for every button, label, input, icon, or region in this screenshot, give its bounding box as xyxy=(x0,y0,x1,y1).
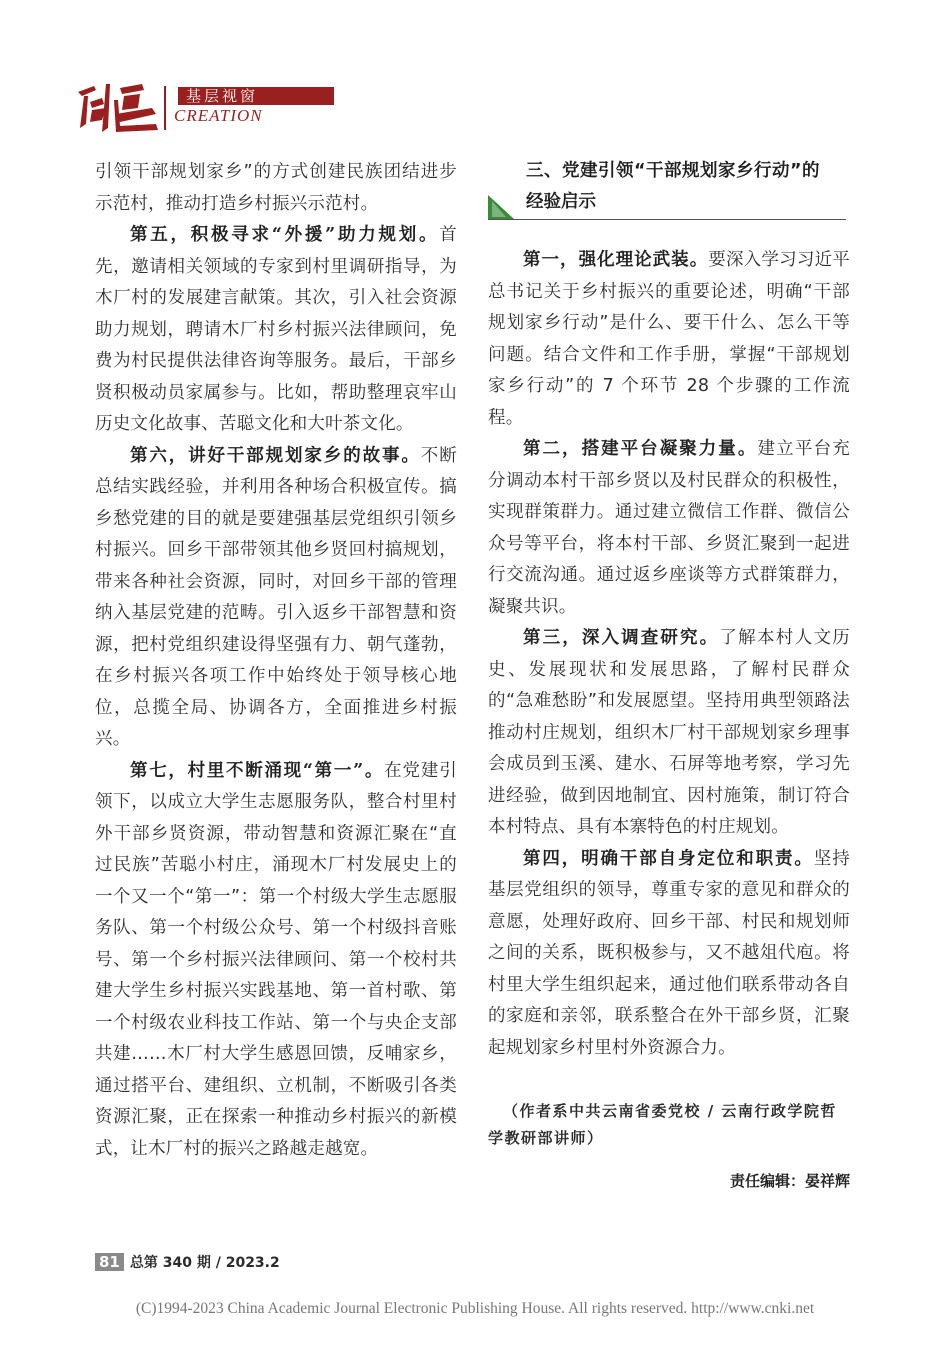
page-footer xyxy=(95,1252,280,1272)
left-column xyxy=(95,157,457,1165)
page-number: 81 xyxy=(95,1253,124,1271)
paragraph xyxy=(488,434,850,623)
paragraph xyxy=(488,623,850,844)
paragraph-lead: 第七，村里不断涌现“第一”。 xyxy=(130,760,385,781)
paragraph-lead: 第五，积极寻求“外援”助力规划。 xyxy=(130,225,440,245)
paragraph-lead: 第三，深入调查研究。 xyxy=(523,628,720,648)
paragraph-lead: 第二，搭建平台凝聚力量。 xyxy=(523,439,758,459)
paragraph-text: 建立平台充分调动本村干部乡贤以及村民群众的积极性，实现群策群力。通过建立微信工作群、微信公众号等平台，将本村干部、乡贤汇聚到一起进行交流沟通。通过返乡座谈等方式群策群力，凝聚共识。 xyxy=(488,439,850,617)
creation-calligraphy-logo xyxy=(72,78,162,134)
section-rule xyxy=(488,219,846,220)
paragraph-text: 要深入学习习近平总书记关于乡村振兴的重要论述，明确“干部规划家乡行动”是什么、要干什么、怎么干等问题。结合文件和工作手册，掌握“干部规划家乡行动”的 7 个环节 28 个步骤的工作流程。 xyxy=(488,250,850,428)
paragraph-lead: 第六，讲好干部规划家乡的故事。 xyxy=(130,445,421,466)
paragraph xyxy=(95,441,457,756)
paragraph xyxy=(95,220,457,441)
responsible-editor: 责任编辑：晏祥辉 xyxy=(729,1172,850,1190)
section-label xyxy=(164,84,342,130)
paragraph xyxy=(95,756,457,1166)
section-title-line1: 三、党建引领“干部规划家乡行动”的 xyxy=(526,161,821,181)
section-name-cn: 基层视窗 xyxy=(178,87,334,105)
paragraph-text: 在党建引领下，以成立大学生志愿服务队，整合村里村外干部乡贤资源，带动智慧和资源汇聚在“直过民族”苦聪小村庄，涌现木厂村发展史上的一个又一个“第一”：第一个村级大学生志愿服务队、第一个村级公众号、第一个村级抖音账号、第一个乡村振兴法律顾问、第一个校村共建大学生乡村振兴实践基地、第一首村歌、第一个村级农业科技工作站、第一个与央企支部共建……木厂村大学生感恩回馈，反哺家乡，通过搭平台、建组织、立机制，不断吸引各类资源汇聚，正在探索一种推动乡村振兴的新模式，让木厂村的振兴之路越走越宽。 xyxy=(95,760,457,1159)
paragraph-lead: 第一，强化理论武装。 xyxy=(523,250,709,270)
paragraph-text: 了解本村人文历史、发展现状和发展思路，了解村民群众的“急难愁盼”和发展愿望。坚持用典型领路法推动村庄规划，组织木厂村干部规划家乡理事会成员到玉溪、建水、石屏等地考察，学习先进经验，做到因地制宜、因村施策，制订符合本村特点、具有本寨特色的村庄规划。 xyxy=(488,628,850,837)
issue-info: 总第 340 期 / 2023.2 xyxy=(129,1255,280,1271)
paragraph-text: 不断总结实践经验，并利用各种场合积极宣传。搞乡愁党建的目的就是要建强基层党组织引领乡村振兴。回乡干部带领其他乡贤回村搞规划，带来各种社会资源，同时，对回乡干部的管理纳入基层党建的范畴。引入返乡干部智慧和资源，把村党组织建设得坚强有力、朝气蓬勃，在乡村振兴各项工作中始终处于领导核心地位，总揽全局、协调各方，全面推进乡村振兴。 xyxy=(95,445,457,749)
paragraph xyxy=(488,245,850,434)
paragraph-text: 坚持基层党组织的领导，尊重专家的意见和群众的意愿，处理好政府、回乡干部、村民和规划师之间的关系，既积极参与，又不越俎代庖。将村里大学生组织起来，通过他们联系带动各自的家庭和亲邻，联系整合在外干部乡贤，汇聚起规划家乡村里村外资源合力。 xyxy=(488,848,850,1058)
paragraph-text: 首先，邀请相关领域的专家到村里调研指导，为木厂村的发展建言献策。其次，引入社会资源助力规划，聘请木厂村乡村振兴法律顾问，免费为村民提供法律咨询等服务。最后，干部乡贤积极动员家属参与。比如，帮助整理哀牢山历史文化故事、苦聪文化和大叶茶文化。 xyxy=(95,225,457,434)
copyright-notice: (C)1994-2023 China Academic Journal Electronic Publishing House. All rights reserved. http://www.cnki.net xyxy=(135,1300,815,1317)
section-title-line2: 经验启示 xyxy=(526,192,596,212)
paragraph xyxy=(95,157,457,220)
section-heading xyxy=(488,157,850,219)
paragraph-lead: 第四，明确干部自身定位和职责。 xyxy=(523,848,814,869)
paragraph-text: 引领干部规划家乡”的方式创建民族团结进步示范村，推动打造乡村振兴示范村。 xyxy=(95,162,457,214)
triangle-marker-icon xyxy=(488,195,514,219)
logo-divider xyxy=(164,86,166,130)
paragraph xyxy=(488,844,850,1065)
right-column xyxy=(488,157,850,1191)
section-name-en: CREATION xyxy=(174,106,263,125)
author-byline: （作者系中共云南省委党校 / 云南行政学院哲学教研部讲师） xyxy=(488,1102,837,1147)
